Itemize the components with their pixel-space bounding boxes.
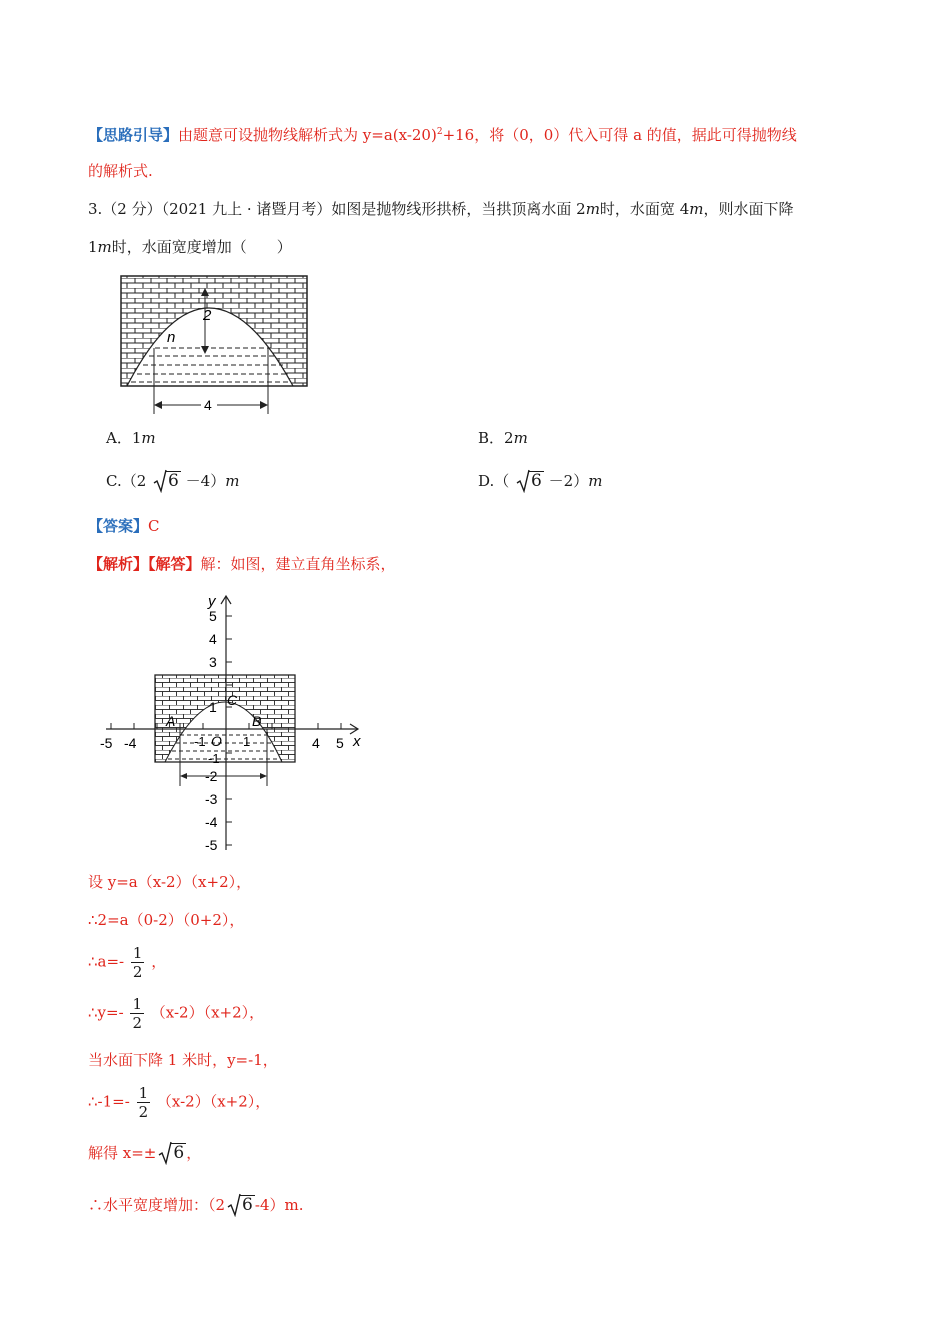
option-c-text: C.（2 <box>106 472 147 490</box>
hint-line-1 <box>88 122 797 145</box>
answer-value: C <box>148 517 160 535</box>
option-a-unit: m <box>141 429 156 447</box>
solution-7-radicand: 6 <box>173 1143 185 1163</box>
x-tick-neg1: -1 <box>194 734 206 749</box>
solution-6-post: （x-2）（x+2）， <box>156 1092 271 1111</box>
y-tick-4: 4 <box>209 631 217 647</box>
hint-line-2: 的解析式. <box>88 162 153 180</box>
solution-7-pre: 解得 x=± <box>88 1144 157 1162</box>
solution-line-6 <box>88 1084 270 1121</box>
question-unit-1: m <box>585 200 600 218</box>
question-text-4: 1 <box>88 238 98 256</box>
point-b-label: B <box>252 713 262 729</box>
fraction-3-den: 2 <box>138 1103 149 1121</box>
hint-superscript: 2 <box>436 127 443 137</box>
hint-tag: 【思路引导】 <box>88 126 179 144</box>
analysis-tag-2: 【解答】 <box>148 555 201 573</box>
option-d-suffix: －2） <box>548 472 589 490</box>
x-tick-neg5: -5 <box>100 735 113 751</box>
question-line-2 <box>88 237 292 257</box>
solution-7-post: ， <box>186 1144 202 1162</box>
solution-3-post: ， <box>151 952 167 971</box>
solution-7-sqrt <box>158 1143 186 1163</box>
x-axis-label: x <box>353 733 361 750</box>
y-tick-neg2: -2 <box>205 768 218 784</box>
y-axis-label: y <box>208 593 216 610</box>
solution-6-pre: ∴-1=- <box>88 1092 130 1111</box>
option-b[interactable] <box>478 428 528 448</box>
analysis-tag-1: 【解析】 <box>88 555 149 573</box>
fraction-2-den: 2 <box>132 1014 142 1032</box>
option-c-unit: m <box>225 472 240 490</box>
figure1-label-2: 2 <box>203 307 212 324</box>
option-d-radicand: 6 <box>531 471 542 491</box>
option-d-unit: m <box>588 472 603 490</box>
y-tick-1: 1 <box>209 699 217 715</box>
y-tick-3: 3 <box>209 654 217 670</box>
fraction-1-num: 1 <box>132 944 143 962</box>
option-d[interactable] <box>478 471 602 491</box>
hint-text-1: 由题意可设抛物线解析式为 y=a(x-20) <box>178 126 437 144</box>
question-line-1 <box>88 199 793 219</box>
y-tick-neg3: -3 <box>205 791 218 807</box>
question-unit-3: m <box>97 238 112 256</box>
fraction-1-den: 2 <box>132 963 143 981</box>
analysis-line <box>88 554 396 574</box>
option-c-suffix: －4） <box>185 472 226 490</box>
figure1-label-n: n <box>167 329 176 346</box>
solution-line-1: 设 y=a（x-2）（x+2）， <box>88 873 252 891</box>
figure1-label-4: 4 <box>204 397 212 413</box>
question-text-5: 时，水面宽度增加（ ） <box>111 238 292 256</box>
solution-4-post: （x-2）（x+2）， <box>150 1003 265 1022</box>
fraction-2 <box>130 995 144 1032</box>
answer-tag: 【答案】 <box>88 517 149 535</box>
coordinate-figure <box>96 588 368 860</box>
fraction-3 <box>137 1084 151 1121</box>
question-text-2: 时，水面宽 4 <box>599 200 690 218</box>
option-d-text: D.（ <box>478 472 510 490</box>
point-c-label: C <box>227 692 238 708</box>
x-tick-5: 5 <box>336 735 344 751</box>
solution-3-pre: ∴a=- <box>88 952 125 971</box>
origin-label: O <box>211 733 222 749</box>
question-unit-2: m <box>689 200 704 218</box>
solution-8-post: -4）m. <box>254 1196 304 1214</box>
option-a-text: A．1 <box>106 429 142 447</box>
option-a[interactable] <box>106 428 156 448</box>
x-tick-4: 4 <box>312 735 320 751</box>
x-tick-1: 1 <box>243 734 251 749</box>
solution-4-pre: ∴y=- <box>88 1003 124 1022</box>
question-text-1: 3.（2 分）（2021 九上 · 诸暨月考）如图是抛物线形拱桥，当拱顶离水面 2 <box>88 200 586 218</box>
option-b-unit: m <box>513 429 528 447</box>
hint-text-2: +16，将（0，0）代入可得 a 的值，据此可得抛物线 <box>442 126 797 144</box>
point-a-label: A <box>166 713 176 729</box>
solution-line-3 <box>88 944 166 981</box>
option-b-text: B．2 <box>478 429 514 447</box>
option-c-sqrt <box>153 471 181 491</box>
y-tick-neg4: -4 <box>205 814 218 830</box>
question-text-3: ，则水面下降 <box>703 200 794 218</box>
solution-8-pre: ∴水平宽度增加：（2 <box>88 1196 226 1214</box>
y-tick-5: 5 <box>209 608 217 624</box>
y-tick-neg1: -1 <box>208 751 220 766</box>
fraction-3-num: 1 <box>138 1084 149 1102</box>
option-d-sqrt <box>516 471 544 491</box>
x-tick-neg4: -4 <box>124 735 137 751</box>
solution-8-radicand: 6 <box>242 1195 253 1215</box>
fraction-1 <box>131 944 145 981</box>
solution-line-7 <box>88 1143 201 1163</box>
answer-line <box>88 516 160 536</box>
solution-line-4 <box>88 995 264 1032</box>
option-c-radicand: 6 <box>168 471 179 491</box>
solution-line-8 <box>88 1195 303 1215</box>
fraction-2-num: 1 <box>132 995 142 1013</box>
arch-bridge-figure <box>115 268 315 418</box>
solution-8-sqrt <box>227 1195 255 1215</box>
analysis-intro: 解：如图，建立直角坐标系， <box>200 555 396 573</box>
y-tick-neg5: -5 <box>205 837 218 853</box>
solution-line-5: 当水面下降 1 米时，y=-1， <box>88 1051 278 1069</box>
solution-line-2: ∴2=a（0-2）（0+2）， <box>88 911 245 929</box>
option-c[interactable] <box>106 471 239 491</box>
